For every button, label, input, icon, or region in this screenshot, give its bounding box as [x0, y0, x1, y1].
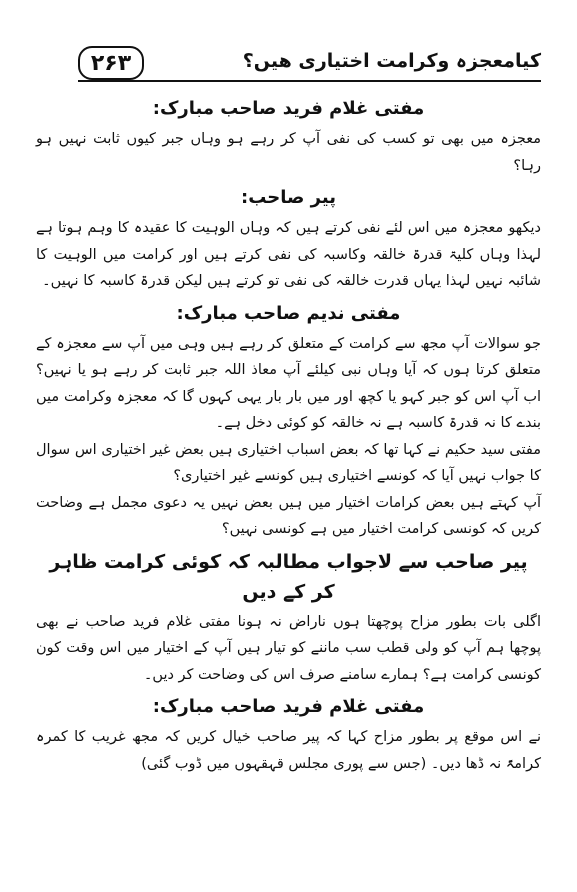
page-number: ۲۶۳ — [90, 50, 132, 76]
running-title: کیامعجزہ وکرامت اختیاری ھیں؟ — [242, 50, 541, 72]
paragraph: معجزہ میں بھی تو کسب کی نفی آپ کر رہے ہو وہاں جبر کیوں ثابت نہیں ہو رہا؟ — [36, 131, 541, 174]
section-heading: مفتی غلام فرید صاحب مبارک: — [152, 98, 425, 119]
section-heading: مفتی غلام فرید صاحب مبارک: — [152, 696, 425, 717]
section-heading: پیر صاحب سے لاجواب مطالبہ کہ کوئی کرامت ظاہر کر کے دیں — [49, 550, 528, 603]
page-body — [36, 90, 541, 777]
section-heading: پیر صاحب: — [241, 187, 336, 208]
paragraph: آپ کہتے ہیں بعض کرامات اختیار میں ہیں بعض نہیں یہ دعوی مجمل ہے وضاحت کریں کہ کونسی کرامت اختیار میں ہے کونسی نہیں؟ — [36, 494, 541, 537]
paragraph: نے اس موقع پر بطور مزاح کہا کہ پیر صاحب خیال کریں کہ مجھ غریب کا کمرہ کرامۃً نہ ڈھا دیں۔ (جس سے پوری مجلس قہقہوں میں ڈوب گئی) — [36, 729, 541, 772]
paragraph: مفتی سید حکیم نے کہا تھا کہ بعض اسباب اختیاری ہیں بعض غیر اختیاری اس سوال کا جواب نہیں آیا کہ کونسے اختیاری ہیں کونسے غیر اختیاری؟ — [36, 441, 541, 484]
paragraph: اگلی بات بطور مزاح پوچھتا ہوں ناراض نہ ہونا مفتی غلام فرید صاحب نے بھی پوچھا ہم آپ کو ولی قطب سب ماننے کو تیار ہیں آپ کے اختیار میں اس وقت کون کونسی کرامت ہے؟ ہمارے سامنے صرف اس کی وضاحت کر دیں۔ — [36, 613, 541, 683]
page-number-badge — [78, 46, 144, 80]
paragraph: دیکھو معجزہ میں اس لئے نفی کرتے ہیں کہ وہاں الوہیت کا عقیدہ کا وہم ہوتا ہے لہذا وہاں کلیۃ قدرۃ خالقہ وکاسبہ کی نفی کرتے ہیں اور کرامت میں الوہیت کا شائبہ نہیں لہذا یہاں قدرت خالقہ کی نفی تو کرتے ہیں لیکن قدرۃ کاسبہ کا نہیں۔ — [36, 220, 541, 289]
paragraph: جو سوالات آپ مجھ سے کرامت کے متعلق کر رہے ہیں وہی میں آپ سے معجزہ کے متعلق کرتا ہوں کہ آیا وہاں نبی کیلئے آپ معاذ اللہ جبر ثابت کر رہے ہو یا نہیں؟ اب آپ اس کو جبر کہو یا کچھ اور میں بار بار یہی کہوں گا کہ معجزہ وکرامت میں بندے کا نہ قدرۃ کاسبہ ہے نہ خالقہ کو کوئی دخل ہے۔ — [36, 335, 541, 431]
section-heading: مفتی ندیم صاحب مبارک: — [176, 302, 401, 324]
header-rule — [78, 80, 541, 82]
